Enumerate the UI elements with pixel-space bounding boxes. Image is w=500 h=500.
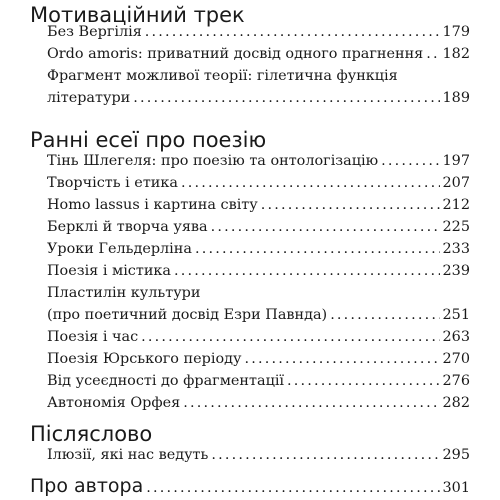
dot-leader bbox=[287, 370, 440, 392]
dot-leader bbox=[133, 87, 439, 109]
toc-entry[interactable] bbox=[47, 444, 470, 466]
toc-entry[interactable] bbox=[47, 43, 470, 65]
toc-entry-page: 301 bbox=[442, 480, 470, 496]
dot-leader bbox=[174, 260, 440, 282]
toc-entry-label: Поезія Юрського періоду bbox=[47, 351, 242, 367]
toc-entry-page: 212 bbox=[442, 197, 470, 213]
dot-leader bbox=[183, 392, 439, 414]
toc-entry-page: 197 bbox=[442, 153, 470, 169]
toc-entry-label: Про автора bbox=[30, 475, 144, 497]
toc-entry[interactable] bbox=[47, 282, 470, 326]
toc-entry-page: 182 bbox=[442, 46, 470, 62]
section-title: Мотиваційний трек bbox=[30, 3, 245, 27]
dot-leader bbox=[146, 477, 439, 499]
toc-entry-page: 189 bbox=[442, 90, 470, 106]
toc-entry[interactable] bbox=[47, 194, 470, 216]
toc-entry[interactable] bbox=[47, 392, 470, 414]
toc-entry-label: Тінь Шлегеля: про поезію та онтологізацію bbox=[47, 153, 379, 169]
toc-entry[interactable] bbox=[47, 326, 470, 348]
toc-entry-label-line1: Пластилін культури bbox=[47, 285, 201, 301]
toc-entry-label: Ordo amoris: приватний досвід одного прагнення bbox=[47, 46, 424, 62]
toc-entry-page: 179 bbox=[442, 24, 470, 40]
toc-entry-page: 276 bbox=[442, 373, 470, 389]
dot-leader bbox=[211, 444, 439, 466]
toc-entry-page: 251 bbox=[442, 307, 470, 323]
toc-entry[interactable] bbox=[47, 172, 470, 194]
dot-leader bbox=[330, 304, 439, 326]
toc-entry-label: Поезія і час bbox=[47, 329, 139, 345]
toc-entry-label: Від усеєдності до фрагментації bbox=[47, 373, 285, 389]
toc-entry-label: (про поетичний досвід Езри Павнда) bbox=[47, 307, 328, 323]
dot-leader bbox=[141, 326, 439, 348]
toc-entry-page: 233 bbox=[442, 241, 470, 257]
toc-entry-label-line1: Фрагмент можливої теорії: гілетична функція bbox=[47, 68, 398, 84]
dot-leader bbox=[195, 238, 440, 260]
toc-entry-label: Автономія Орфея bbox=[47, 395, 181, 411]
toc-entry-label: Уроки Гельдерліна bbox=[47, 241, 192, 257]
toc-entry-label: Ілюзії, які нас ведуть bbox=[47, 447, 209, 463]
toc-entry-label: Берклі й творча уява bbox=[47, 219, 208, 235]
section-title: Ранні есеї про поезію bbox=[30, 128, 267, 152]
toc-entry[interactable] bbox=[47, 216, 470, 238]
toc-entry-label: літератури bbox=[47, 90, 131, 106]
toc-entry[interactable] bbox=[47, 65, 470, 109]
toc-entry-label: Homo lassus і картина світу bbox=[47, 197, 258, 213]
toc-entry-page: 270 bbox=[442, 351, 470, 367]
toc-entry[interactable] bbox=[47, 21, 470, 43]
toc-entry-label: Творчість і етика bbox=[47, 175, 178, 191]
toc-entry-page: 263 bbox=[442, 329, 470, 345]
toc-entry-page: 282 bbox=[442, 395, 470, 411]
toc-entry-page: 225 bbox=[442, 219, 470, 235]
toc-entry[interactable] bbox=[47, 370, 470, 392]
toc-entry-page: 207 bbox=[442, 175, 470, 191]
dot-leader bbox=[261, 194, 440, 216]
toc-entry-page: 295 bbox=[442, 447, 470, 463]
toc-entry[interactable] bbox=[47, 348, 470, 370]
dot-leader bbox=[211, 216, 440, 238]
dot-leader bbox=[426, 43, 439, 65]
toc-entry[interactable] bbox=[47, 238, 470, 260]
toc-entry-label: Без Вергілія bbox=[47, 24, 142, 40]
dot-leader bbox=[145, 21, 440, 43]
toc-entry-about-author[interactable] bbox=[30, 475, 470, 499]
toc-entry[interactable] bbox=[47, 260, 470, 282]
dot-leader bbox=[181, 172, 440, 194]
toc-entry-page: 239 bbox=[442, 263, 470, 279]
dot-leader bbox=[244, 348, 439, 370]
toc-entry-label: Поезія і містика bbox=[47, 263, 171, 279]
toc-entry[interactable] bbox=[47, 150, 470, 172]
dot-leader bbox=[381, 150, 439, 172]
section-title: Післяслово bbox=[30, 422, 153, 446]
